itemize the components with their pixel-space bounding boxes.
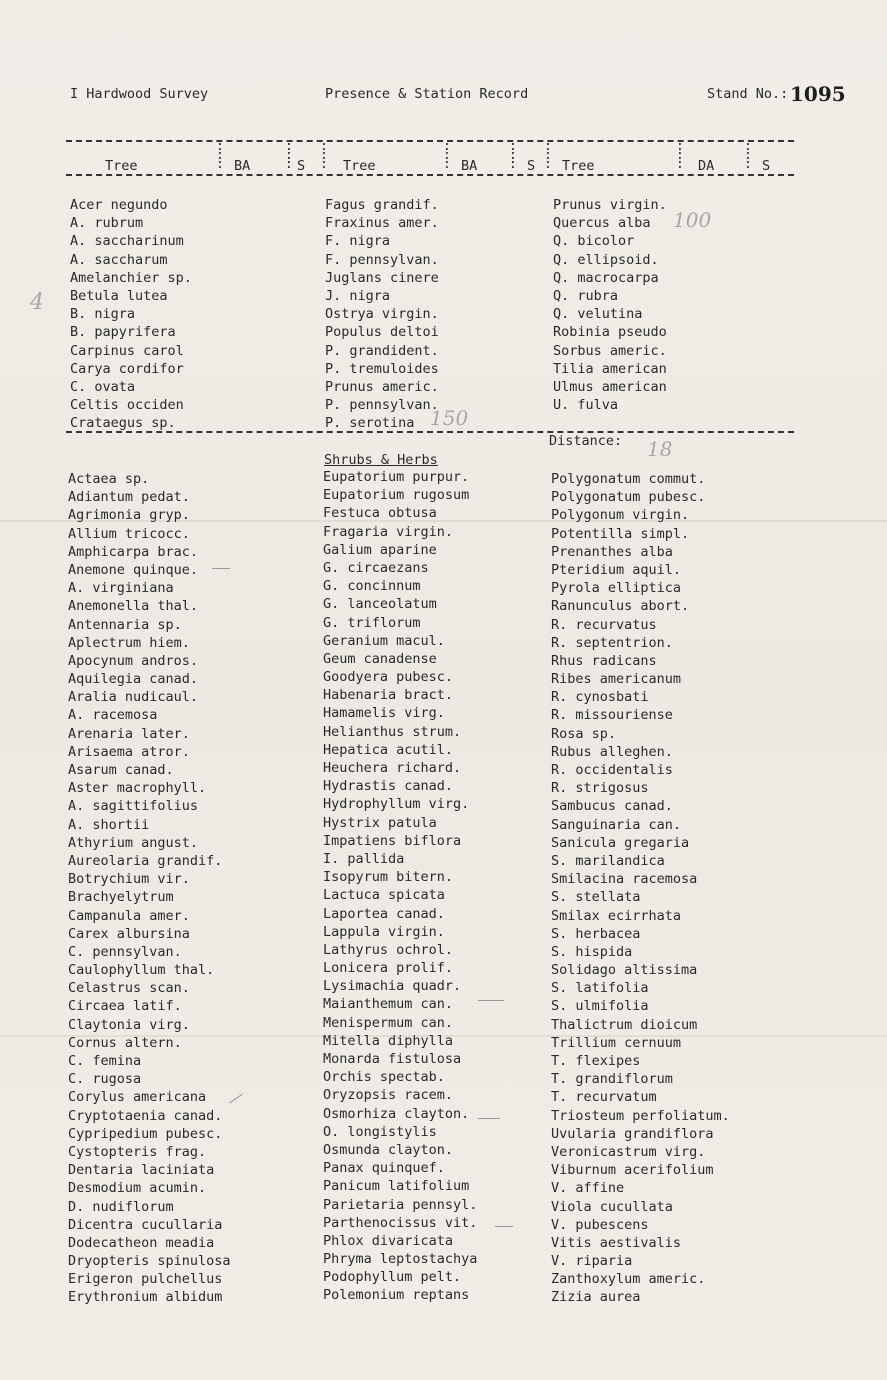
species-entry: Galium aparine <box>323 541 437 558</box>
species-entry: V. riparia <box>551 1253 633 1270</box>
column-header-tree: Tree <box>105 158 138 174</box>
species-entry: Arisaema atror. <box>68 743 190 760</box>
species-entry: S. latifolia <box>551 980 649 997</box>
species-entry: Aster macrophyll. <box>68 780 207 797</box>
species-entry: Populus deltoi <box>325 324 439 341</box>
header-rule-bottom <box>66 174 794 177</box>
species-entry: R. cynosbati <box>551 689 649 706</box>
record-title: Presence & Station Record <box>325 86 529 102</box>
stand-number: 1095 <box>790 82 846 106</box>
column-header-s: S <box>527 158 536 174</box>
species-entry: Oryzopsis racem. <box>323 1087 454 1104</box>
species-entry: Viburnum acerifolium <box>551 1162 714 1179</box>
species-entry: Smilacina racemosa <box>551 871 698 888</box>
species-entry: Dentaria laciniata <box>68 1162 215 1179</box>
species-entry: Solidago altissima <box>551 962 698 979</box>
species-entry: P. serotina <box>325 415 415 432</box>
species-entry: Festuca obtusa <box>323 505 437 522</box>
species-entry: Isopyrum bitern. <box>323 869 454 886</box>
species-entry: Q. ellipsoid. <box>553 251 659 268</box>
species-entry: Lappula virgin. <box>323 923 445 940</box>
species-entry: Q. macrocarpa <box>553 269 659 286</box>
species-entry: P. tremuloides <box>325 360 439 377</box>
species-entry: Asarum canad. <box>68 762 174 778</box>
column-header-s: S <box>762 158 771 174</box>
column-divider: : : : <box>320 139 328 172</box>
distance-label: Distance: <box>549 433 623 449</box>
species-entry: Ulmus american <box>553 378 667 395</box>
species-entry: Thalictrum dioicum <box>551 1016 698 1033</box>
species-entry: Habenaria bract. <box>323 687 454 704</box>
species-entry: Triosteum perfoliatum. <box>551 1107 730 1124</box>
species-entry: Rhus radicans <box>551 652 657 669</box>
species-entry: Prunus virgin. <box>553 197 667 213</box>
species-entry: Podophyllum pelt. <box>323 1269 462 1286</box>
species-entry: R. strigosus <box>551 780 649 797</box>
species-entry: Polygonatum pubesc. <box>551 489 706 506</box>
species-entry: Apocynum andros. <box>68 652 199 669</box>
species-entry: Robinia pseudo <box>553 324 667 341</box>
species-entry: Orchis spectab. <box>323 1069 445 1086</box>
species-entry: C. ovata <box>70 378 136 395</box>
species-entry: S. marilandica <box>551 852 665 869</box>
species-entry: C. rugosa <box>68 1071 142 1088</box>
tree-list-col2 <box>325 196 439 432</box>
species-entry: R. occidentalis <box>551 762 673 778</box>
header-rule-top <box>66 140 794 143</box>
pencil-tick <box>212 568 230 569</box>
column-header-da: DA <box>698 158 715 174</box>
species-entry: D. nudiflorum <box>68 1198 174 1215</box>
pencil-tick <box>495 1226 513 1227</box>
species-entry: Aureolaria grandif. <box>68 852 223 869</box>
species-entry: Erythronium albidum <box>68 1289 223 1306</box>
species-entry: Amphicarpa brac. <box>68 543 199 560</box>
species-entry: Panicum latifolium <box>323 1178 470 1195</box>
species-entry: G. circaezans <box>323 559 429 576</box>
column-header-tree: Tree <box>343 158 376 174</box>
species-entry: Allium tricocc. <box>68 525 190 542</box>
species-entry: Hydrastis canad. <box>323 778 454 795</box>
species-entry: Dicentra cucullaria <box>68 1216 223 1233</box>
species-entry: S. herbacea <box>551 925 641 942</box>
species-entry: Tilia american <box>553 360 667 377</box>
column-header-tree: Tree <box>562 158 595 174</box>
species-entry: Phlox divaricata <box>323 1232 454 1249</box>
species-entry: Sorbus americ. <box>553 342 667 359</box>
species-entry: Antennaria sp. <box>68 616 182 633</box>
species-entry: Hamamelis virg. <box>323 705 445 722</box>
column-header-s: S <box>297 158 306 174</box>
species-entry: Q. rubra <box>553 287 619 304</box>
species-entry: Acer negundo <box>70 197 168 213</box>
column-divider: : : : <box>216 139 224 172</box>
column-divider: : : : <box>285 139 293 172</box>
species-entry: Geum canadense <box>323 650 437 667</box>
species-entry: Sanguinaria can. <box>551 816 682 833</box>
column-divider: : : : <box>744 139 752 172</box>
species-entry: Eupatorium rugosum <box>323 487 470 504</box>
column-divider: : : : <box>676 139 684 172</box>
column-divider: : : : <box>509 139 517 172</box>
species-entry: F. nigra <box>325 233 391 250</box>
species-entry: S. hispida <box>551 943 633 960</box>
species-entry: T. recurvatum <box>551 1089 657 1106</box>
species-entry: Pyrola elliptica <box>551 580 682 597</box>
pencil-tick <box>478 1118 500 1119</box>
species-entry: Viola cucullata <box>551 1198 673 1215</box>
survey-title: I Hardwood Survey <box>70 86 209 102</box>
species-entry: C. pennsylvan. <box>68 943 182 960</box>
species-entry: J. nigra <box>325 287 391 304</box>
species-entry: Caulophyllum thal. <box>68 962 215 979</box>
species-entry: Anemone quinque. <box>68 561 199 578</box>
pencil-tick <box>478 1000 504 1001</box>
pencil-distance-note: 18 <box>647 437 673 461</box>
species-entry: A. rubrum <box>70 215 144 232</box>
pencil-quercus-note: 100 <box>673 208 712 232</box>
species-entry: Celastrus scan. <box>68 980 190 997</box>
species-entry: Circaea latif. <box>68 998 182 1015</box>
species-entry: Zizia aurea <box>551 1289 641 1306</box>
species-entry: R. missouriense <box>551 707 673 724</box>
species-entry: Arenaria later. <box>68 725 190 742</box>
pencil-serotina-note: 150 <box>430 406 469 430</box>
species-entry: Goodyera pubesc. <box>323 669 454 686</box>
species-entry: Pteridium aquil. <box>551 561 682 578</box>
column-divider: : : : <box>544 139 552 172</box>
tree-list-col1 <box>70 196 192 432</box>
species-entry: Q. velutina <box>553 306 643 323</box>
species-entry: Prenanthes alba <box>551 543 673 560</box>
species-entry: Fragaria virgin. <box>323 523 454 540</box>
species-entry: V. affine <box>551 1180 625 1197</box>
species-entry: Maianthemum can. <box>323 996 454 1013</box>
species-entry: Aquilegia canad. <box>68 671 199 688</box>
species-entry: O. longistylis <box>323 1123 437 1140</box>
species-entry: Hydrophyllum virg. <box>323 796 470 813</box>
species-entry: Zanthoxylum americ. <box>551 1271 706 1288</box>
species-entry: Erigeron pulchellus <box>68 1271 223 1288</box>
species-entry: Potentilla simpl. <box>551 525 690 542</box>
species-entry: Lonicera prolif. <box>323 960 454 977</box>
section-divider <box>66 431 794 434</box>
species-entry: Osmunda clayton. <box>323 1141 454 1158</box>
species-entry: Botrychium vir. <box>68 871 190 888</box>
species-entry: Polygonatum commut. <box>551 471 706 487</box>
species-entry: F. pennsylvan. <box>325 251 439 268</box>
column-header-ba: BA <box>234 158 251 174</box>
species-entry: Celtis occiden <box>70 397 184 414</box>
species-entry: Carya cordifor <box>70 360 184 377</box>
species-entry: I. pallida <box>323 850 405 867</box>
species-entry: A. sagittifolius <box>68 798 199 815</box>
species-entry: A. racemosa <box>68 707 158 724</box>
species-entry: U. fulva <box>553 397 619 414</box>
species-entry: Dryopteris spinulosa <box>68 1253 231 1270</box>
species-entry: Carpinus carol <box>70 342 184 359</box>
species-entry: A. virginiana <box>68 580 174 597</box>
species-entry: Lysimachia quadr. <box>323 978 462 995</box>
species-entry: Lathyrus ochrol. <box>323 941 454 958</box>
species-entry: Ranunculus abort. <box>551 598 690 615</box>
species-entry: Amelanchier sp. <box>70 269 192 286</box>
species-entry: Trillium cernuum <box>551 1034 682 1051</box>
species-entry: V. pubescens <box>551 1216 649 1233</box>
species-entry: Mitella diphylla <box>323 1032 454 1049</box>
species-entry: Polygonum virgin. <box>551 507 690 524</box>
species-entry: Athyrium angust. <box>68 834 199 851</box>
species-entry: Cryptotaenia canad. <box>68 1107 223 1124</box>
species-entry: Cypripedium pubesc. <box>68 1125 223 1142</box>
species-entry: Hystrix patula <box>323 814 437 831</box>
species-entry: Carex albursina <box>68 925 190 942</box>
species-entry: Betula lutea <box>70 287 168 304</box>
species-entry: Desmodium acumin. <box>68 1180 207 1197</box>
species-entry: Lactuca spicata <box>323 887 445 904</box>
species-entry: Anemonella thal. <box>68 598 199 615</box>
species-entry: S. ulmifolia <box>551 998 649 1015</box>
species-entry: Uvularia grandiflora <box>551 1125 714 1142</box>
species-entry: Ribes americanum <box>551 671 682 688</box>
herb-list-col3 <box>551 470 730 1307</box>
species-entry: Prunus americ. <box>325 378 439 395</box>
species-entry: T. flexipes <box>551 1053 641 1069</box>
species-entry: Helianthus strum. <box>323 723 462 740</box>
species-entry: Rubus alleghen. <box>551 743 673 760</box>
species-entry: Impatiens biflora <box>323 832 462 849</box>
species-entry: Actaea sp. <box>68 471 150 487</box>
species-entry: Fagus grandif. <box>325 197 439 213</box>
species-entry: Veronicastrum virg. <box>551 1143 706 1160</box>
species-entry: P. pennsylvan. <box>325 397 439 414</box>
species-entry: Q. bicolor <box>553 233 635 250</box>
species-entry: Cystopteris frag. <box>68 1143 207 1160</box>
species-entry: G. lanceolatum <box>323 596 437 613</box>
species-entry: Juglans cinere <box>325 269 439 286</box>
species-entry: Dodecatheon meadia <box>68 1234 215 1251</box>
species-entry: Brachyelytrum <box>68 889 174 906</box>
species-entry: R. septentrion. <box>551 634 673 651</box>
species-entry: Menispermum can. <box>323 1014 454 1031</box>
species-entry: Eupatorium purpur. <box>323 469 470 485</box>
species-entry: B. nigra <box>70 306 136 323</box>
species-entry: Quercus alba <box>553 215 651 232</box>
species-entry: T. grandiflorum <box>551 1071 673 1088</box>
species-entry: G. triflorum <box>323 614 421 631</box>
species-entry: Agrimonia gryp. <box>68 507 190 524</box>
species-entry: G. concinnum <box>323 578 421 595</box>
species-entry: Hepatica acutil. <box>323 741 454 758</box>
species-entry: Adiantum pedat. <box>68 489 190 506</box>
species-entry: Corylus americana <box>68 1089 207 1106</box>
shrubs-herbs-title: Shrubs & Herbs <box>324 452 438 468</box>
species-entry: Vitis aestivalis <box>551 1234 682 1251</box>
species-entry: Parietaria pennsyl. <box>323 1196 478 1213</box>
species-entry: Phryma leptostachya <box>323 1251 478 1268</box>
species-entry: Aplectrum hiem. <box>68 634 190 651</box>
species-entry: P. grandident. <box>325 342 439 359</box>
species-entry: Parthenocissus vit. <box>323 1214 478 1231</box>
species-entry: Monarda fistulosa <box>323 1051 462 1067</box>
species-entry: A. saccharum <box>70 251 168 268</box>
species-entry: Rosa sp. <box>551 725 617 742</box>
species-entry: Cornus altern. <box>68 1034 182 1051</box>
species-entry: A. saccharinum <box>70 233 184 250</box>
herb-list-col1 <box>68 470 231 1307</box>
species-entry: Campanula amer. <box>68 907 190 924</box>
species-entry: C. femina <box>68 1053 142 1069</box>
species-entry: Heuchera richard. <box>323 760 462 776</box>
herb-list-col2 <box>323 468 477 1305</box>
species-entry: Crataegus sp. <box>70 415 176 432</box>
species-entry: Polemonium reptans <box>323 1287 470 1304</box>
species-entry: S. stellata <box>551 889 641 906</box>
species-entry: Ostrya virgin. <box>325 306 439 323</box>
species-entry: Fraxinus amer. <box>325 215 439 232</box>
species-entry: Osmorhiza clayton. <box>323 1105 470 1122</box>
species-entry: Aralia nudicaul. <box>68 689 199 706</box>
species-entry: Sanicula gregaria <box>551 834 690 851</box>
tree-list-col3 <box>553 196 667 414</box>
species-entry: Smilax ecirrhata <box>551 907 682 924</box>
species-entry: B. papyrifera <box>70 324 176 341</box>
species-entry: Laportea canad. <box>323 905 445 922</box>
stand-label: Stand No.: <box>707 86 789 102</box>
species-entry: A. shortii <box>68 816 150 833</box>
species-entry: Panax quinquef. <box>323 1160 445 1177</box>
species-entry: Geranium macul. <box>323 632 445 649</box>
column-divider: : : : <box>443 139 451 172</box>
column-header-ba: BA <box>461 158 478 174</box>
pencil-margin-mark: 4 <box>30 290 44 315</box>
species-entry: Claytonia virg. <box>68 1016 190 1033</box>
species-entry: Sambucus canad. <box>551 798 673 815</box>
species-entry: R. recurvatus <box>551 616 657 633</box>
